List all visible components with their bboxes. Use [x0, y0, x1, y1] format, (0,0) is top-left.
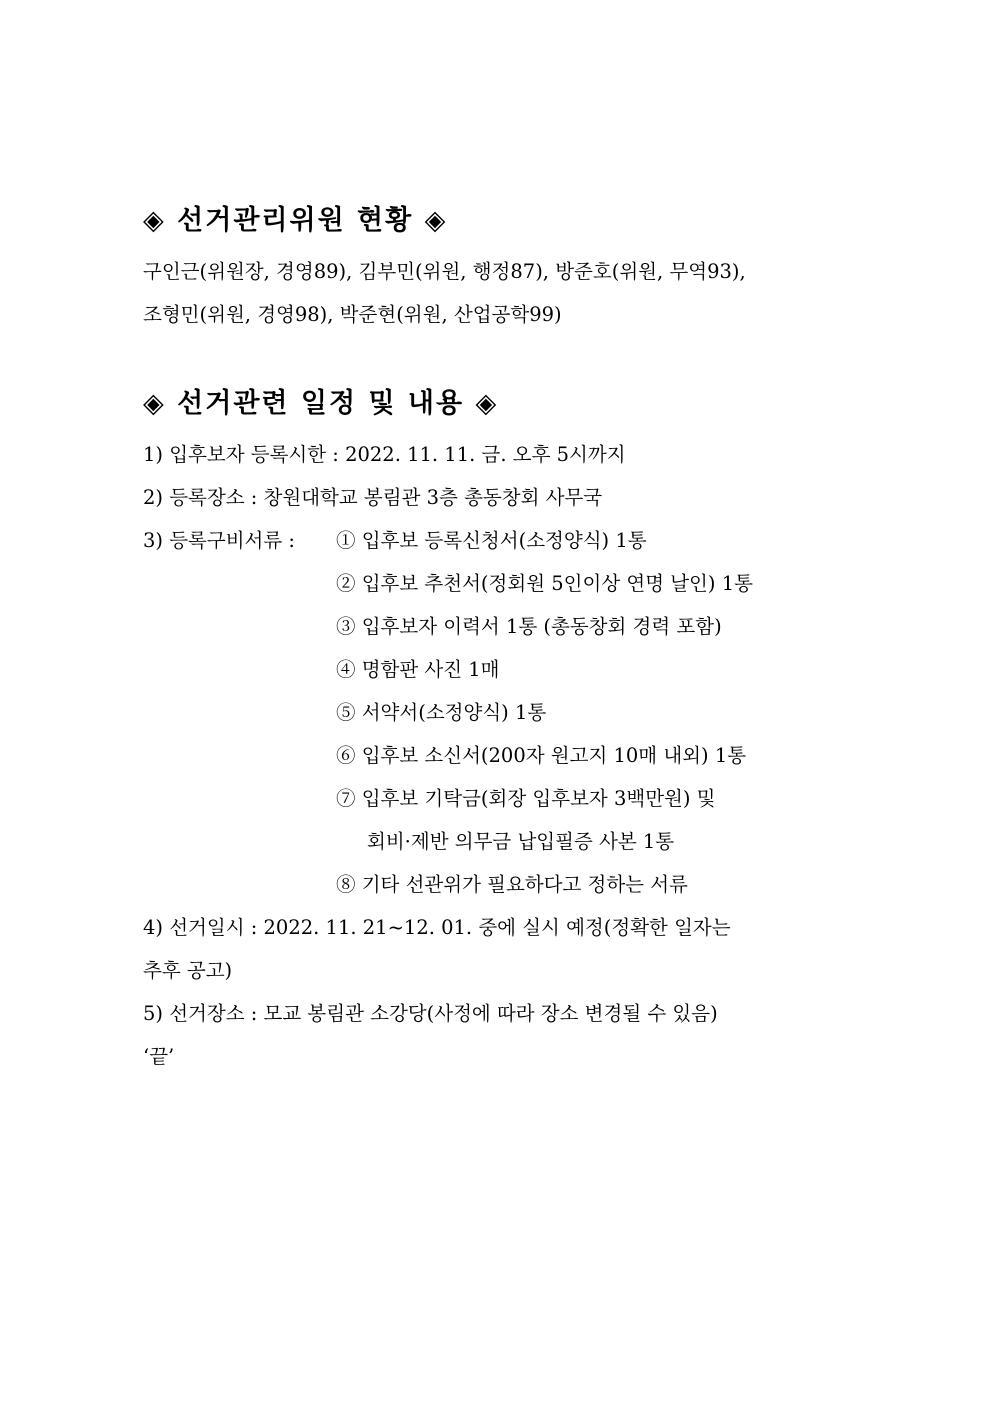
- required-document-item: ⑥ 입후보 소신서(200자 원고지 10매 내외) 1통: [336, 744, 747, 767]
- election-date: 4) 선거일시 : 2022. 11. 21~12. 01. 중에 실시 예정(정확한 일자는: [143, 916, 731, 939]
- election-committee-heading: ◈ 선거관리위원 현황 ◈: [143, 205, 448, 236]
- required-document-item: ⑤ 서약서(소정양식) 1통: [336, 701, 547, 724]
- registration-deadline: 1) 입후보자 등록시한 : 2022. 11. 11. 금. 오후 5시까지: [143, 443, 626, 466]
- required-document-item: ⑧ 기타 선관위가 필요하다고 정하는 서류: [336, 873, 688, 896]
- election-schedule: [143, 433, 873, 1078]
- registration-place: 2) 등록장소 : 창원대학교 봉림관 3층 총동창회 사무국: [143, 486, 603, 509]
- election-place: 5) 선거장소 : 모교 봉림관 소강당(사정에 따라 장소 변경될 수 있음): [143, 1002, 718, 1025]
- required-document-item: ③ 입후보자 이력서 1통 (총동창회 경력 포함): [336, 615, 722, 638]
- end-mark: ‘끝’: [143, 1045, 175, 1068]
- required-documents-list: [143, 519, 873, 906]
- required-document-item: [143, 519, 873, 562]
- election-schedule-heading: ◈ 선거관련 일정 및 내용 ◈: [143, 388, 499, 419]
- election-date-continued: 추후 공고): [143, 959, 233, 982]
- required-documents-label: 3) 등록구비서류 :: [143, 529, 296, 552]
- required-document-text: ① 입후보 등록신청서(소정양식) 1통: [336, 529, 647, 552]
- required-document-item: ⑦ 입후보 기탁금(회장 입후보자 3백만원) 및: [336, 787, 716, 810]
- committee-members-line: 구인근(위원장, 경영89), 김부민(위원, 행정87), 방준호(위원, 무역93),: [143, 260, 746, 283]
- committee-members-line: 조형민(위원, 경영98), 박준현(위원, 산업공학99): [143, 303, 562, 326]
- committee-members: [143, 250, 873, 336]
- required-document-item: ② 입후보 추천서(정회원 5인이상 연명 날인) 1통: [336, 572, 753, 595]
- required-document-item: ④ 명함판 사진 1매: [336, 658, 500, 681]
- required-document-item-continued: 회비·제반 의무금 납입필증 사본 1통: [367, 830, 675, 853]
